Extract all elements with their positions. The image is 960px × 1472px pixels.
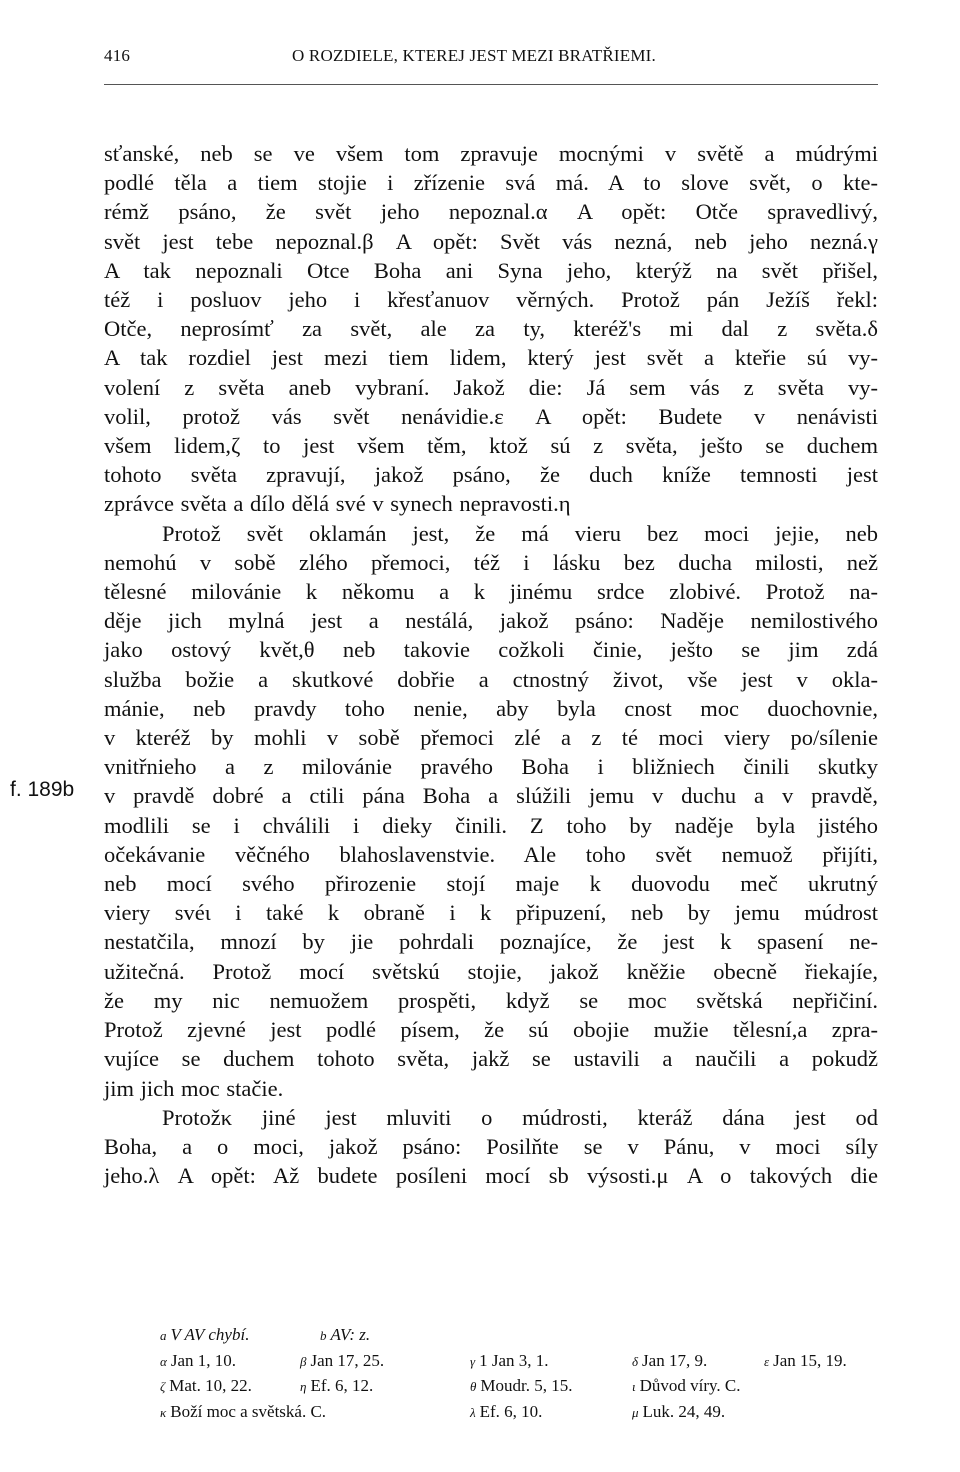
footnote-text: Jan 15, 19. xyxy=(773,1350,847,1370)
text-line: užitečná. Protož mocí světskú stojie, jakož kněžie obecně řiekajíe, xyxy=(104,958,878,984)
text-line: volení z světa aneb vybraní. Jakož die: Já sem vás z světa vy- xyxy=(104,374,878,400)
footnote-mark: ε xyxy=(764,1353,770,1369)
reference-notes-row xyxy=(160,1348,890,1374)
text-line: nemohú v sobě zlého přemoci, též i lásku bez ducha milosti, než xyxy=(104,549,878,575)
textual-notes-row xyxy=(160,1322,890,1348)
text-line: podlé těla a tiem stojie i zřízenie svá má. A to slove svět, o kte- xyxy=(104,170,878,196)
text-line: mánie, neb pravdy toho nenie, aby byla cnost moc duochovnie, xyxy=(104,695,878,721)
footnote xyxy=(160,1348,236,1375)
footnote-text: Jan 17, 25. xyxy=(310,1350,385,1370)
text-line: jako ostový květ,θ neb takovie cožkoli činie, ješto se jim zdá xyxy=(104,637,878,663)
footnote xyxy=(764,1348,847,1375)
footnote-text: Jan 1, 10. xyxy=(170,1350,236,1370)
text-line: v kteréž by mohli v sobě přemoci zlé a z té moci viery po/sílenie xyxy=(104,725,878,751)
footnote-mark: a xyxy=(160,1328,167,1343)
footnote xyxy=(320,1322,370,1349)
running-header xyxy=(104,46,878,76)
footnote-text: Jan 17, 9. xyxy=(642,1350,708,1370)
footnote xyxy=(160,1399,326,1426)
footnote-text: Mat. 10, 22. xyxy=(169,1376,252,1395)
reference-notes-row xyxy=(160,1373,890,1399)
footnote-mark: b xyxy=(320,1328,327,1343)
footnote-mark: α xyxy=(160,1353,167,1369)
footnote-text: V AV chybí. xyxy=(170,1325,250,1344)
text-line: A tak nepoznali Otce Boha ani Syna jeho, kterýž na svět přišel, xyxy=(104,257,878,283)
text-line: modlili se i chválili i dieky činili. Z toho by naděje byla jistého xyxy=(104,812,878,838)
footnote-mark: ζ xyxy=(160,1379,166,1394)
body-text xyxy=(104,139,878,1190)
text-line: nestatčila, mnozí by jie pohrdali poznajíce, že jest k spasení ne- xyxy=(104,929,878,955)
text-line: všem lidem,ζ to jest všem těm, ktož sú z světa, ješto se duchem xyxy=(104,433,878,459)
text-line: vnitřnieho a z milovánie pravého Boha i bližniech činili skutky xyxy=(104,754,878,780)
footnote-mark: θ xyxy=(470,1379,477,1394)
text-line: tělesné milovánie k někomu a k jinému srdce zlobivé. Protož na- xyxy=(104,579,878,605)
running-title: O ROZDIELE, KTEREJ JEST MEZI BRATŘIEMI. xyxy=(292,46,656,65)
text-line: Protožκ jiné jest mluviti o múdrosti, kteráž dána jest od xyxy=(162,1104,878,1130)
reference-notes-row xyxy=(160,1399,890,1425)
footnote xyxy=(470,1373,572,1400)
footnote-mark: η xyxy=(300,1379,307,1394)
text-line: Protož zjevné jest podlé písem, že sú obojie mužie tělesní,a zpra- xyxy=(104,1017,878,1043)
text-line: očekávanie věčného blahoslavenstvie. Ale toho svět nemuož přijíti, xyxy=(104,841,878,867)
footnote-mark: κ xyxy=(160,1404,167,1420)
footnote xyxy=(632,1348,707,1375)
text-line: neb mocí svého přirozenie stojí maje k duovodu meč ukrutný xyxy=(104,871,878,897)
footnote xyxy=(300,1348,384,1375)
text-line: svět jest tebe nepoznal.β A opět: Svět vás nezná, neb jeho nezná.γ xyxy=(104,228,878,254)
text-line: viery svéι i také k obraně i k připuzení, neb by jemu múdrost xyxy=(104,900,878,926)
text-line: jim jich moc stačie. xyxy=(104,1075,284,1101)
footnote xyxy=(470,1348,549,1375)
footnote-mark: μ xyxy=(632,1404,639,1420)
footnote-text: Luk. 24, 49. xyxy=(642,1401,726,1421)
footnote-text: 1 Jan 3, 1. xyxy=(479,1350,549,1370)
text-line: Protož svět oklamán jest, že má vieru bez moci jejie, neb xyxy=(162,520,878,546)
text-line: též i posluov jeho i křesťanuov věrných. Protož pán Ježíš řekl: xyxy=(104,287,878,313)
text-line: tohoto světa zpravují, jakož psáno, že duch kníže temnosti jest xyxy=(104,462,878,488)
margin-folio-note: f. 189b xyxy=(10,778,75,801)
text-line: A tak rozdiel jest mezi tiem lidem, který jest svět a kteřie sú vy- xyxy=(104,345,878,371)
footnote-text: Ef. 6, 10. xyxy=(479,1401,543,1421)
footnote-mark: β xyxy=(300,1353,307,1369)
footnotes xyxy=(160,1322,890,1424)
footnote-mark: λ xyxy=(470,1404,476,1420)
text-line: služba božie a skutkové dobřie a ctnostný život, vše jest v okla- xyxy=(104,666,878,692)
text-line: děje jich mylná jest a nestálá, jakož psáno: Naděje nemilostivého xyxy=(104,608,878,634)
footnote xyxy=(470,1399,542,1426)
text-line: zprávce světa a dílo dělá své v synech nepravosti.η xyxy=(104,491,571,517)
footnote xyxy=(160,1322,249,1349)
text-line: že my nic nemuožem prospěti, když se moc světská nepřičiní. xyxy=(104,987,878,1013)
header-rule xyxy=(104,84,878,85)
page-number: 416 xyxy=(104,46,131,65)
footnote xyxy=(300,1373,373,1400)
text-line: jeho.λ A opět: Až budete posíleni mocí sb výsosti.μ A o takových die xyxy=(104,1163,878,1189)
footnote-text: Boží moc a světská. C. xyxy=(170,1401,327,1421)
footnote-text: Důvod víry. C. xyxy=(639,1376,741,1395)
footnote-text: AV: z. xyxy=(330,1325,371,1344)
footnote xyxy=(160,1373,252,1400)
text-line: volil, protož vás svět nenávidie.ε A opět: Budete v nenávisti xyxy=(104,403,878,429)
footnote-text: Ef. 6, 12. xyxy=(310,1376,374,1395)
text-line: sťanské, neb se ve všem tom zpravuje mocnými v světě a múdrými xyxy=(104,141,878,166)
footnote xyxy=(632,1399,725,1426)
footnote xyxy=(632,1373,741,1400)
text-line: v pravdě dobré a ctili pána Boha a slúžili jemu v duchu a v pravdě, xyxy=(104,783,878,809)
footnote-mark: ι xyxy=(632,1379,636,1394)
footnote-text: Moudr. 5, 15. xyxy=(480,1376,573,1395)
footnote-mark: γ xyxy=(470,1353,476,1369)
text-line: vujíce se duchem tohoto světa, jakž se ustavili a naučili a pokudž xyxy=(104,1046,878,1072)
text-line: rémž psáno, že svět jeho nepoznal.α A opět: Otče spravedlivý, xyxy=(104,199,878,225)
text-line: Boha, a o moci, jakož psáno: Posilňte se v Pánu, v moci síly xyxy=(104,1133,878,1159)
text-line: Otče, neprosímť za svět, ale za ty, kteréž's mi dal z světa.δ xyxy=(104,316,878,342)
footnote-mark: δ xyxy=(632,1353,639,1369)
